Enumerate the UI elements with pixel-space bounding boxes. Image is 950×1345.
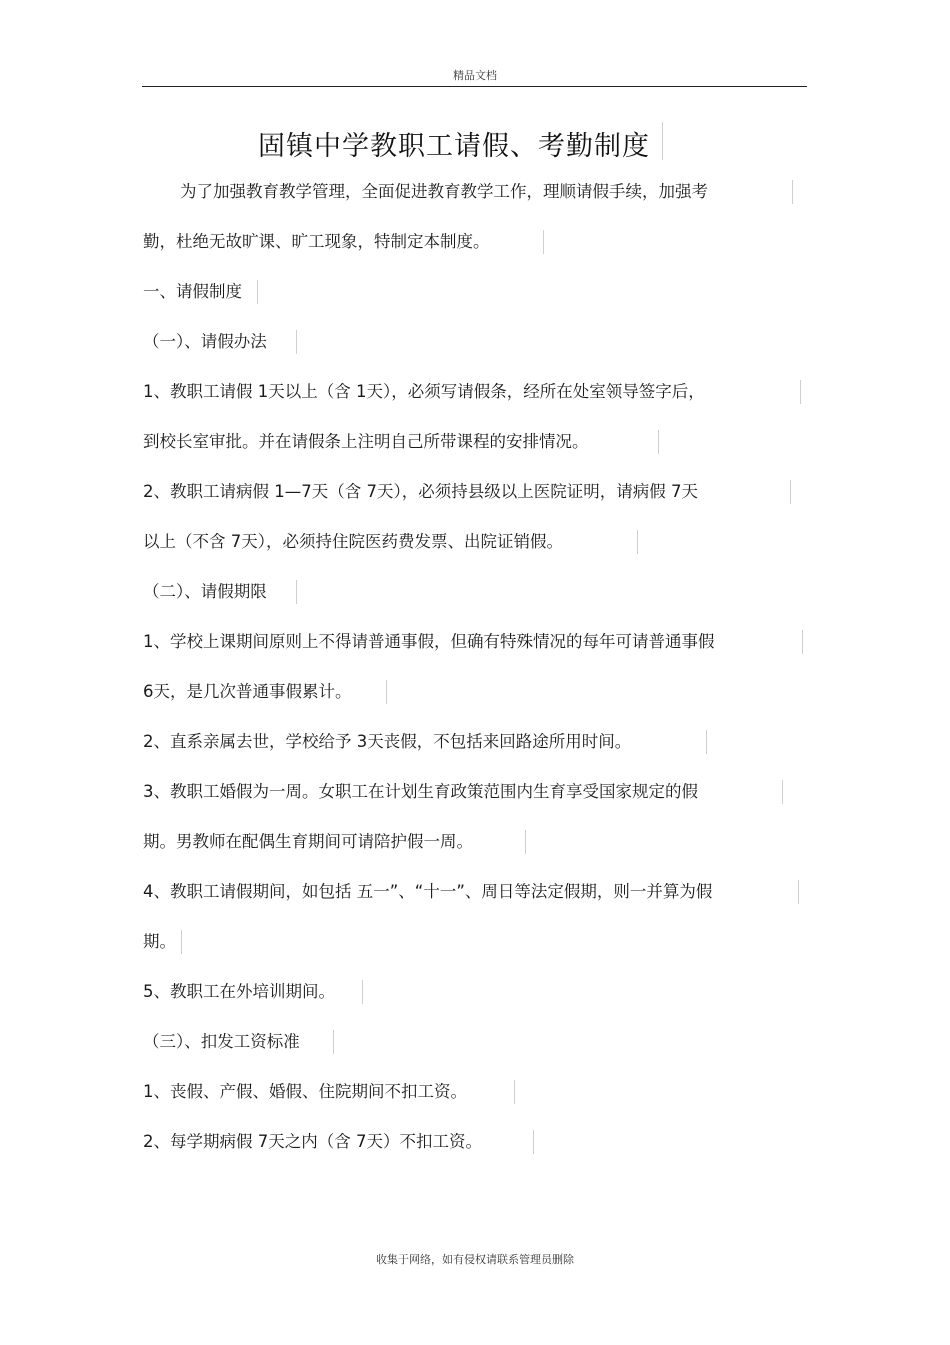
- text-box-edge: [533, 1130, 534, 1154]
- paragraph-line: 勤，杜绝无故旷课、旷工现象，特制定本制度。: [143, 232, 490, 251]
- page-header: 精品文档: [453, 69, 497, 82]
- paragraph-line: 3、教职工婚假为一周。女职工在计划生育政策范围内生育享受国家规定的假: [143, 782, 698, 801]
- text-box-edge: [792, 180, 793, 204]
- text-box-edge: [543, 230, 544, 254]
- paragraph-line: 以上（不含 7天），必须持住院医药费发票、出院证销假。: [143, 532, 563, 551]
- subsection-heading: （一）、请假办法: [143, 332, 267, 351]
- paragraph-line: 到校长室审批。并在请假条上注明自己所带课程的安排情况。: [143, 432, 589, 451]
- paragraph-line: 1、教职工请假 1天以上（含 1天），必须写请假条，经所在处室领导签字后，: [143, 382, 705, 401]
- header-divider: [142, 86, 807, 87]
- paragraph-line: 期。: [143, 932, 176, 951]
- paragraph-line: 1、学校上课期间原则上不得请普通事假，但确有特殊情况的每年可请普通事假: [143, 632, 715, 651]
- text-box-edge: [802, 630, 803, 654]
- text-box-edge: [800, 380, 801, 404]
- text-box-edge: [525, 830, 526, 854]
- text-box-edge: [798, 880, 799, 904]
- text-box-edge: [782, 780, 783, 804]
- paragraph-line: 2、直系亲属去世，学校给予 3天丧假，不包括来回路途所用时间。: [143, 732, 632, 751]
- text-box-edge: [790, 480, 791, 504]
- text-box-edge: [333, 1030, 334, 1054]
- text-box-edge: [362, 980, 363, 1004]
- text-box-edge: [658, 430, 659, 454]
- paragraph-line: 4、教职工请假期间，如包括 五一”、“十一”、周日等法定假期，则一并算为假: [143, 882, 713, 901]
- paragraph-line: 2、每学期病假 7天之内（含 7天）不扣工资。: [143, 1132, 482, 1151]
- document-title: 固镇中学教职工请假、考勤制度: [258, 131, 650, 162]
- paragraph-line: 期。男教师在配偶生育期间可请陪护假一周。: [143, 832, 473, 851]
- page-footer: 收集于网络，如有侵权请联系管理员删除: [376, 1253, 574, 1266]
- paragraph-line: 6天，是几次普通事假累计。: [143, 682, 352, 701]
- text-box-edge: [181, 930, 182, 954]
- paragraph-line: 为了加强教育教学管理，全面促进教育教学工作，理顺请假手续，加强考: [180, 182, 708, 201]
- subsection-heading: （二）、请假期限: [143, 582, 267, 601]
- text-box-edge: [706, 730, 707, 754]
- section-heading: 一、请假制度: [143, 282, 242, 301]
- subsection-heading: （三）、扣发工资标准: [143, 1032, 300, 1051]
- text-box-edge: [514, 1080, 515, 1104]
- text-box-edge: [637, 530, 638, 554]
- paragraph-line: 2、教职工请病假 1—7天（含 7天），必须持县级以上医院证明，请病假 7天: [143, 482, 698, 501]
- text-box-edge: [662, 122, 663, 160]
- text-box-edge: [386, 680, 387, 704]
- text-box-edge: [257, 280, 258, 304]
- paragraph-line: 1、丧假、产假、婚假、住院期间不扣工资。: [143, 1082, 467, 1101]
- paragraph-line: 5、教职工在外培训期间。: [143, 982, 335, 1001]
- text-box-edge: [296, 330, 297, 354]
- text-box-edge: [296, 580, 297, 604]
